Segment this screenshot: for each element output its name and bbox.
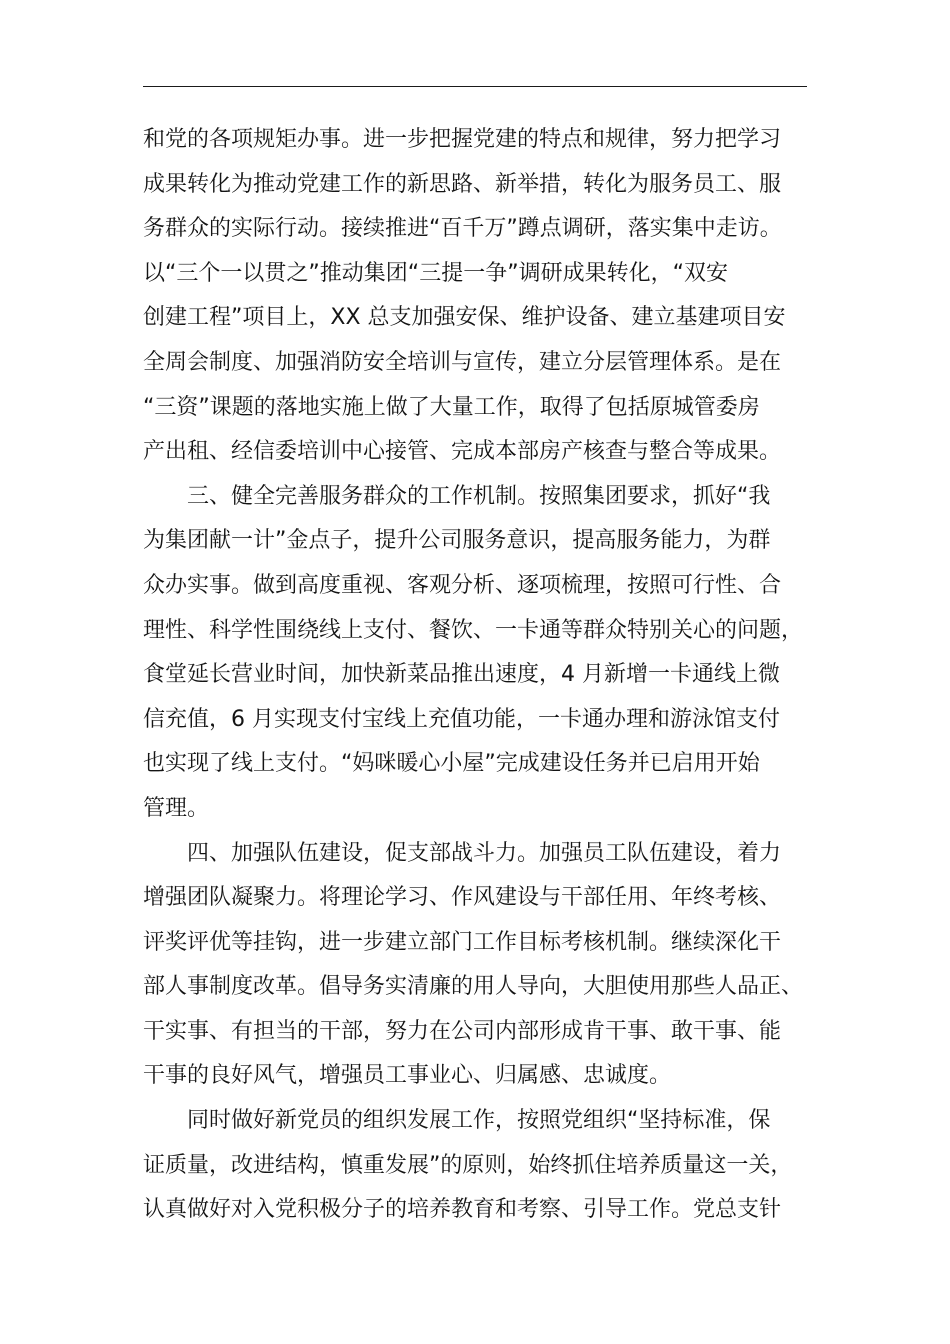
text-line: “三资”课题的落地实施上做了大量工作，取得了包括原城管委房 [143, 394, 760, 420]
text-line: 众办实事。做到高度重视、客观分析、逐项梳理，按照可行性、合 [143, 572, 782, 598]
text-line: 三、健全完善服务群众的工作机制。按照集团要求，抓好“我 [143, 483, 771, 509]
text-line: 创建工程”项目上，XX 总支加强安保、维护设备、建立基建项目安 [143, 305, 786, 331]
text-line: 同时做好新党员的组织发展工作，按照党组织“坚持标准，保 [143, 1108, 771, 1134]
text-line: 也实现了线上支付。“妈咪暖心小屋”完成建设任务并已启用开始 [143, 751, 760, 777]
text-line: 部人事制度改革。倡导务实清廉的用人导向，大胆使用那些人品正、 [143, 974, 804, 1000]
text-line: 务群众的实际行动。接续推进“百千万”蹲点调研，落实集中走访。 [143, 216, 782, 242]
text-line: 信充值，6 月实现支付宝线上充值功能，一卡通办理和游泳馆支付 [143, 706, 780, 732]
header-rule [143, 86, 807, 87]
text-line: 全周会制度、加强消防安全培训与宣传，建立分层管理体系。是在 [143, 349, 782, 375]
text-line: 食堂延长营业时间，加快新菜品推出速度，4 月新增一卡通线上微 [143, 662, 780, 688]
text-line: 认真做好对入党积极分子的培养教育和考察、引导工作。党总支针 [143, 1197, 782, 1223]
text-line: 四、加强队伍建设，促支部战斗力。加强员工队伍建设，着力 [143, 840, 782, 866]
text-line: 证质量，改进结构，慎重发展”的原则，始终抓住培养质量这一关， [143, 1152, 793, 1178]
text-line: 理性、科学性围绕线上支付、餐饮、一卡通等群众特别关心的问题， [143, 617, 804, 643]
text-line: 评奖评优等挂钩，进一步建立部门工作目标考核机制。继续深化干 [143, 929, 782, 955]
text-line: 管理。 [143, 795, 210, 821]
text-line: 干事的良好风气，增强员工事业心、归属感、忠诚度。 [143, 1063, 672, 1089]
text-line: 产出租、经信委培训中心接管、完成本部房产核查与整合等成果。 [143, 439, 782, 465]
text-line: 干实事、有担当的干部，努力在公司内部形成肯干事、敢干事、能 [143, 1018, 782, 1044]
text-line: 为集团献一计”金点子，提升公司服务意识，提高服务能力，为群 [143, 528, 771, 554]
text-line: 以“三个一以贯之”推动集团“三提一争”调研成果转化，“双安 [143, 260, 728, 286]
text-line: 和党的各项规矩办事。进一步把握党建的特点和规律，努力把学习 [143, 127, 782, 152]
text-line: 增强团队凝聚力。将理论学习、作风建设与干部任用、年终考核、 [143, 885, 782, 911]
body-text [143, 118, 843, 1233]
text-line: 成果转化为推动党建工作的新思路、新举措，转化为服务员工、服 [143, 171, 782, 197]
